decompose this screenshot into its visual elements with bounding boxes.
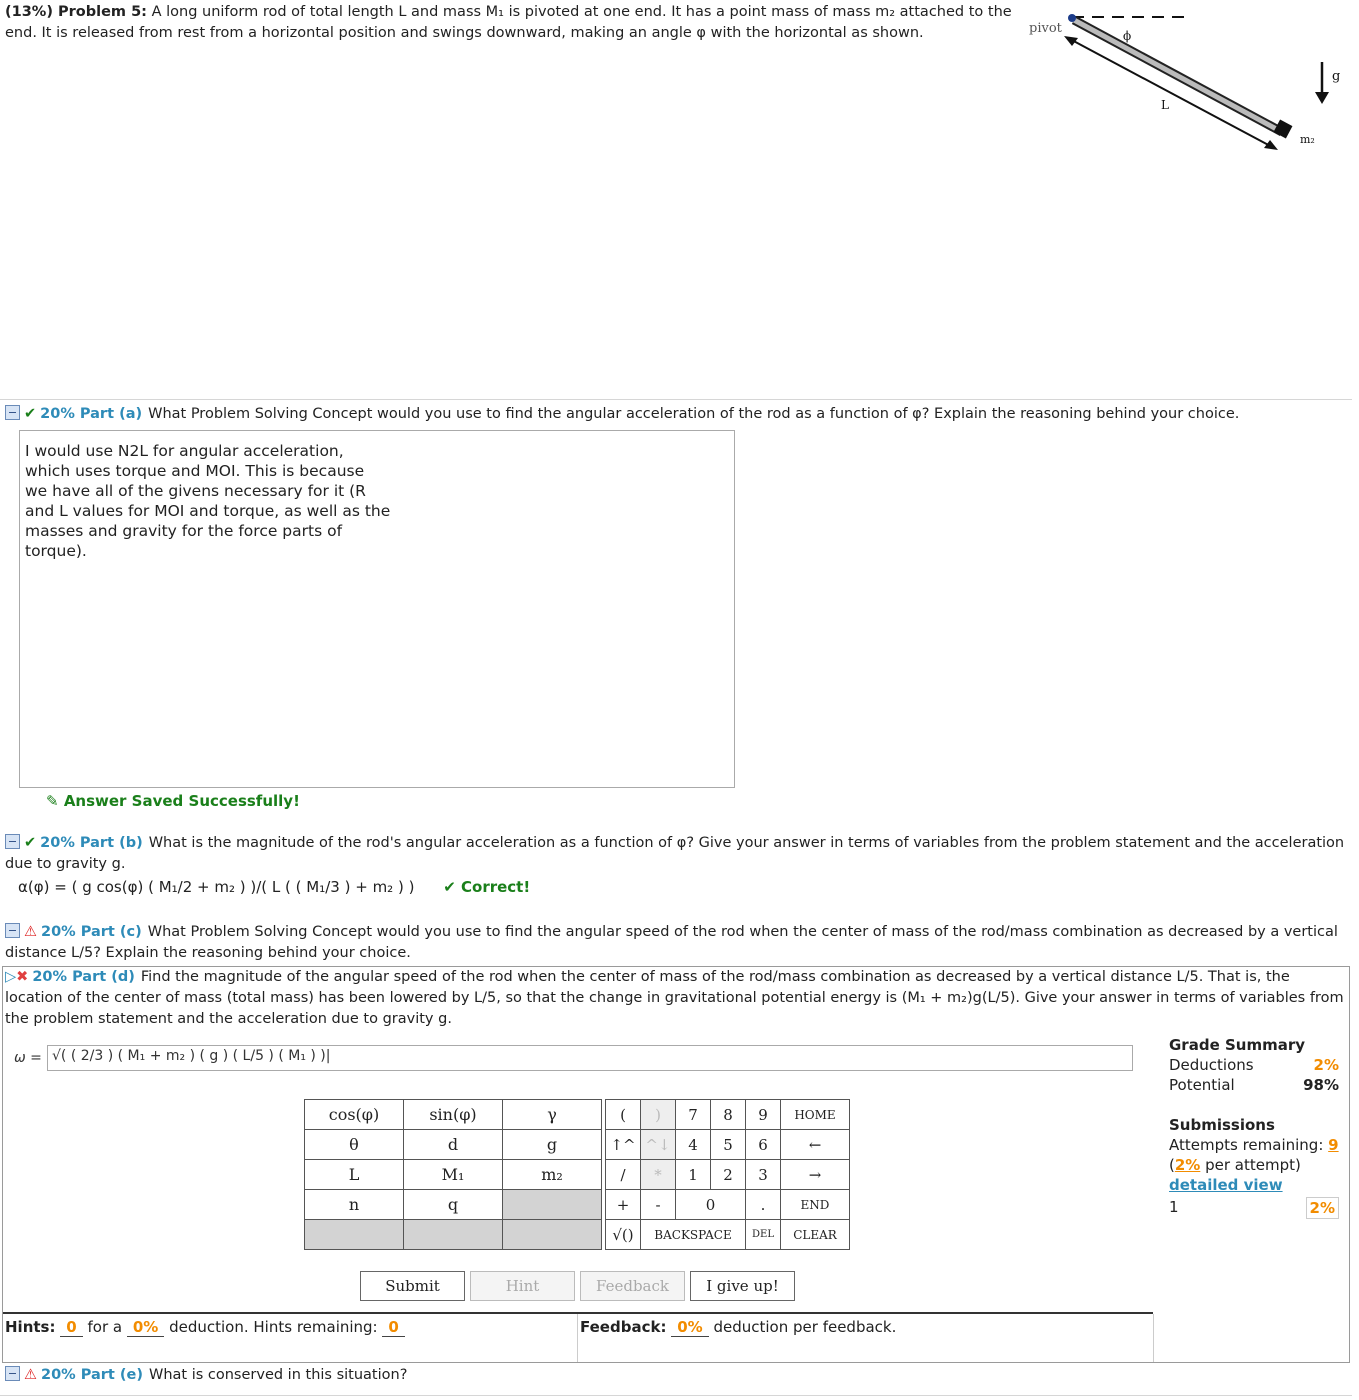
cross-icon: ✖ <box>16 969 29 985</box>
key-theta[interactable]: θ <box>305 1130 404 1160</box>
correct-status: ✔ Correct! <box>443 878 531 896</box>
collapse-icon[interactable] <box>5 834 20 849</box>
length-arrow <box>1068 38 1274 148</box>
part-e-header <box>5 1365 1350 1386</box>
part-a-question: What Problem Solving Concept would you use to find the angular acceleration of the rod as a function of φ? Explain the reasoning behind your choice. <box>148 406 1240 422</box>
key-end[interactable]: END <box>781 1190 850 1220</box>
part-b-answer <box>18 878 530 896</box>
give-up-button[interactable]: I give up! <box>690 1271 795 1301</box>
key-close-paren[interactable]: ) <box>641 1100 676 1130</box>
deductions-value: 2% <box>1313 1056 1339 1074</box>
key-n[interactable]: n <box>305 1190 404 1220</box>
key-9[interactable]: 9 <box>746 1100 781 1130</box>
submissions-title: Submissions <box>1169 1116 1275 1134</box>
hint-count[interactable]: 0 <box>60 1318 82 1337</box>
divider <box>0 399 1352 400</box>
key-empty <box>305 1220 404 1250</box>
part-c-label: 20% Part (c) <box>41 924 142 940</box>
submission-pct: 2% <box>1306 1197 1339 1219</box>
key-empty <box>503 1220 602 1250</box>
grade-summary: Grade Summary Deductions 2% Potential 98% Submissions Attempts remaining: 9 (2% per attempt) detailed view 1 2% <box>1169 1036 1339 1217</box>
key-sqrt[interactable]: √() <box>606 1220 641 1250</box>
key-plus[interactable]: + <box>606 1190 641 1220</box>
key-empty <box>404 1220 503 1250</box>
part-e-question: What is conserved in this situation? <box>149 1367 408 1383</box>
key-7[interactable]: 7 <box>676 1100 711 1130</box>
key-q[interactable]: q <box>404 1190 503 1220</box>
key-power[interactable]: ↑^ <box>606 1130 641 1160</box>
key-2[interactable]: 2 <box>711 1160 746 1190</box>
attempts-remaining: 9 <box>1328 1136 1339 1154</box>
key-gamma[interactable]: γ <box>503 1100 602 1130</box>
key-multiply[interactable]: * <box>641 1160 676 1190</box>
key-open-paren[interactable]: ( <box>606 1100 641 1130</box>
part-b-header <box>5 833 1350 875</box>
answer-input[interactable]: √( ( 2/3 ) ( M₁ + m₂ ) ( g ) ( L/5 ) ( M₁ ) )| <box>47 1045 1133 1071</box>
key-3[interactable]: 3 <box>746 1160 781 1190</box>
feedback-info: Feedback: 0% deduction per feedback. <box>580 1318 897 1336</box>
key-1[interactable]: 1 <box>676 1160 711 1190</box>
problem-prefix: (13%) Problem 5: <box>5 4 147 20</box>
check-icon: ✔ <box>24 835 37 851</box>
per-attempt-pct: 2% <box>1174 1156 1201 1174</box>
grade-summary-title: Grade Summary <box>1169 1036 1306 1054</box>
part-a-label: 20% Part (a) <box>40 406 143 422</box>
length-label: L <box>1161 98 1169 112</box>
key-m2[interactable]: m₂ <box>503 1160 602 1190</box>
problem-text: A long uniform rod of total length L and mass M₁ is pivoted at one end. It has a point mass of mass m₂ attached to the end. It is released from rest from a horizontal position and swings downward, making an angle φ with the horizontal as shown. <box>5 4 1012 41</box>
hints-remaining[interactable]: 0 <box>382 1318 404 1337</box>
gravity-label: g <box>1332 69 1341 84</box>
key-8[interactable]: 8 <box>711 1100 746 1130</box>
key-divide[interactable]: / <box>606 1160 641 1190</box>
part-b-label: 20% Part (b) <box>40 835 143 851</box>
key-M1[interactable]: M₁ <box>404 1160 503 1190</box>
divider <box>577 1314 578 1362</box>
key-clear[interactable]: CLEAR <box>781 1220 850 1250</box>
hints-divider <box>3 1312 1153 1314</box>
submission-number: 1 <box>1169 1198 1179 1216</box>
detailed-view-link[interactable]: detailed view <box>1169 1176 1283 1194</box>
key-L[interactable]: L <box>305 1160 404 1190</box>
key-5[interactable]: 5 <box>711 1130 746 1160</box>
hint-deduction[interactable]: 0% <box>127 1318 164 1337</box>
variable-keypad <box>304 1099 602 1250</box>
key-dot[interactable]: . <box>746 1190 781 1220</box>
m2-label: m₂ <box>1300 133 1315 146</box>
part-b-expression: α(φ) = ( g cos(φ) ( M₁/2 + m₂ ) )/( L ( ( M₁/3 ) + m₂ ) ) <box>18 878 415 896</box>
key-del[interactable]: DEL <box>746 1220 781 1250</box>
key-left-arrow[interactable]: ← <box>781 1130 850 1160</box>
part-d-question: Find the magnitude of the angular speed of the rod when the center of mass of the rod/mass combination as decreased by a vertical distance L/5. That is, the location of the center of mass (total mass) has been lowered by L/5, so that the change in gravitational potential energy is (M₁ + m₂)g(L/5). Give your answer in terms of variables from the problem statement and the acceleration due to gravity g. <box>5 969 1344 1027</box>
pivot-label: pivot <box>1029 21 1062 36</box>
part-c-question: What Problem Solving Concept would you use to find the angular speed of the rod when the center of mass of the rod/mass combination as decreased by a vertical distance L/5? Explain the reasoning behind your choice. <box>5 924 1338 961</box>
key-cos-phi[interactable]: cos(φ) <box>305 1100 404 1130</box>
key-power-down[interactable]: ^↓ <box>641 1130 676 1160</box>
key-4[interactable]: 4 <box>676 1130 711 1160</box>
submit-button[interactable]: Submit <box>360 1271 465 1301</box>
feedback-deduction[interactable]: 0% <box>671 1318 708 1337</box>
pencil-icon: ✎ <box>46 792 59 810</box>
numeric-keypad <box>605 1099 850 1250</box>
collapse-icon[interactable] <box>5 1366 20 1381</box>
part-b-question: What is the magnitude of the rod's angular acceleration as a function of φ? Give your answer in terms of variables from the problem statement and the acceleration due to gravity g. <box>5 835 1345 872</box>
hints-info: Hints: 0 for a 0% deduction. Hints remaining: 0 <box>5 1318 405 1336</box>
warning-icon: ⚠ <box>24 924 37 940</box>
part-c-header <box>5 922 1350 964</box>
key-d[interactable]: d <box>404 1130 503 1160</box>
key-6[interactable]: 6 <box>746 1130 781 1160</box>
pivot-point <box>1068 14 1076 22</box>
key-home[interactable]: HOME <box>781 1100 850 1130</box>
divider <box>1153 1314 1154 1362</box>
check-icon: ✔ <box>24 406 37 422</box>
key-right-arrow[interactable]: → <box>781 1160 850 1190</box>
part-a-header <box>5 404 1345 425</box>
expand-arrow-icon[interactable]: ▷ <box>5 969 17 985</box>
potential-value: 98% <box>1303 1076 1339 1094</box>
key-backspace[interactable]: BACKSPACE <box>641 1220 746 1250</box>
feedback-button[interactable]: Feedback <box>580 1271 685 1301</box>
collapse-icon[interactable] <box>5 923 20 938</box>
point-mass <box>1274 120 1293 139</box>
key-minus[interactable]: - <box>641 1190 676 1220</box>
key-0[interactable]: 0 <box>676 1190 746 1220</box>
part-d-label: 20% Part (d) <box>32 969 135 985</box>
key-g[interactable]: g <box>503 1130 602 1160</box>
part-a-answer-textarea[interactable]: I would use N2L for angular acceleration, which uses torque and MOI. This is because we have all of the givens necessary for it (R and L values for MOI and torque, as well as the masses and gravity for the force parts of torque). <box>19 430 735 788</box>
phi-label: ϕ <box>1123 29 1132 43</box>
problem-statement <box>5 2 1015 44</box>
key-empty <box>503 1190 602 1220</box>
omega-label: ω = <box>14 1050 42 1066</box>
warning-icon: ⚠ <box>24 1367 37 1383</box>
hint-button[interactable]: Hint <box>470 1271 575 1301</box>
answer-saved-message: ✎ Answer Saved Successfully! <box>46 792 300 810</box>
divider <box>0 1395 1352 1396</box>
rod-diagram <box>1020 0 1359 160</box>
collapse-icon[interactable] <box>5 405 20 420</box>
key-sin-phi[interactable]: sin(φ) <box>404 1100 503 1130</box>
part-e-label: 20% Part (e) <box>41 1367 143 1383</box>
part-d-header <box>5 967 1350 1030</box>
